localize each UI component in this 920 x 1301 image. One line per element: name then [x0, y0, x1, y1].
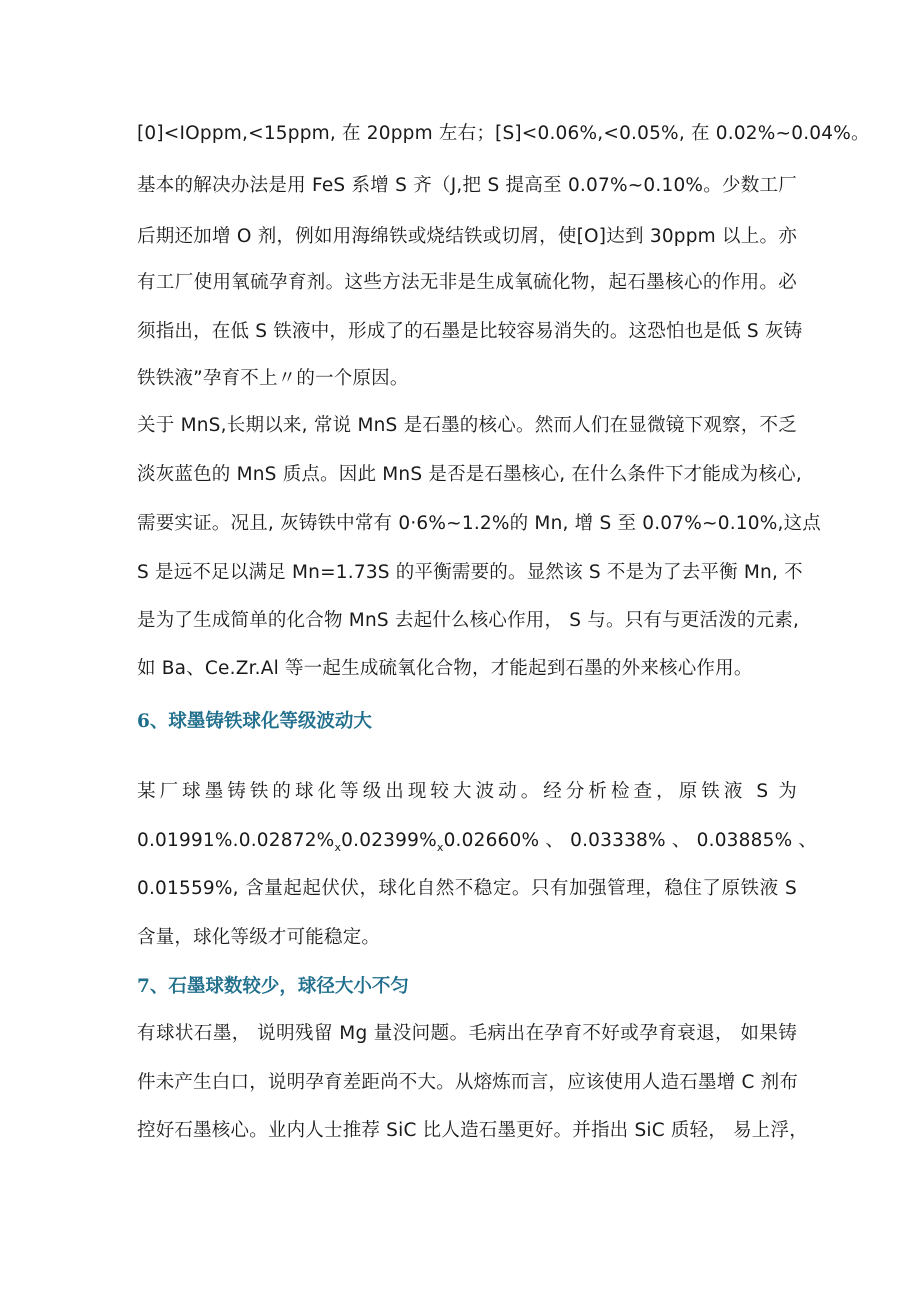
paragraph-1-line-2: 基本的解决办法是用 FeS 系增 S 齐（J,把 S 提高至 0.07%~0.10%。少数工厂 [137, 175, 797, 196]
section-7-line-1: 有球状石墨， 说明残留 Mg 量没问题。毛病出在孕育不好或孕育衰退， 如果铸 [137, 1023, 797, 1044]
paragraph-2-line-6: 如 Ba、Ce.Zr.Al 等一起生成硫氧化合物，才能起到石墨的外来核心作用。 [137, 658, 753, 679]
paragraph-1-line-4: 有工厂使用氧硫孕育剂。这些方法无非是生成氧硫化物，起石墨核心的作用。必 [137, 272, 797, 293]
paragraph-2-line-2: 淡灰蓝色的 MnS 质点。因此 MnS 是否是石墨核心, 在什么条件下才能成为核心, [137, 464, 802, 485]
section-6-value-2: 0.02399% [341, 830, 437, 851]
section-6-line-2 [137, 829, 818, 860]
section-7-line-2: 件未产生白口，说明孕育差距尚不大。从熔炼而言，应该使用人造石墨增 C 剂布 [137, 1072, 799, 1093]
section-6-heading: 6、球墨铸铁球化等级波动大 [137, 711, 372, 732]
paragraph-2-line-5: 是为了生成简单的化合物 MnS 去起什么核心作用， S 与。只有与更活泼的元素, [137, 610, 800, 631]
section-6-sub-2: x [436, 841, 444, 854]
paragraph-1-line-5: 须指出，在低 S 铁液中，形成了的石墨是比较容易消失的。这恐怕也是低 S 灰铸 [137, 321, 803, 342]
section-6-value-1: 0.01991%.0.02872% [137, 830, 335, 851]
paragraph-2-line-4: S 是远不足以满足 Mn=1.73S 的平衡需要的。显然该 S 不是为了去平衡 Mn, 不 [137, 562, 803, 583]
section-7-heading: 7、石墨球数较少，球径大小不匀 [137, 976, 409, 997]
section-6-line-1: 某厂球墨铸铁的球化等级出现较大波动。经分析检查，原铁液 S 为 [137, 781, 797, 802]
section-6-line-3: 0.01559%, 含量起起伏伏，球化自然不稳定。只有加强管理，稳住了原铁液 S [137, 878, 797, 899]
paragraph-1-line-3: 后期还加增 O 剂，例如用海绵铁或烧结铁或切屑，使[O]达到 30ppm 以上。亦 [137, 226, 797, 247]
section-6-line-4: 含量，球化等级才可能稳定。 [137, 927, 381, 948]
paragraph-1-line-6: 铁铁液”孕育不上〃的一个原因。 [137, 368, 409, 389]
section-7-line-3: 控好石墨核心。业内人士推荐 SiC 比人造石墨更好。并指出 SiC 质轻， 易上浮， [137, 1120, 808, 1141]
paragraph-2-line-3: 需要实证。况且, 灰铸铁中常有 0·6%~1.2%的 Mn, 增 S 至 0.07%~0.10%,这点 [137, 513, 821, 534]
paragraph-2-line-1: 关于 MnS,长期以来, 常说 MnS 是石墨的核心。然而人们在显微镜下观察，不乏 [137, 415, 797, 436]
section-6-sub-1: x [334, 841, 342, 854]
section-6-value-rest: 0.02660% 、 0.03338% 、 0.03885% 、 [443, 830, 818, 851]
paragraph-1-line-1: [0]<IOppm,<15ppm, 在 20ppm 左右；[S]<0.06%,<0.05%, 在 0.02%~0.04%。 [137, 123, 870, 144]
